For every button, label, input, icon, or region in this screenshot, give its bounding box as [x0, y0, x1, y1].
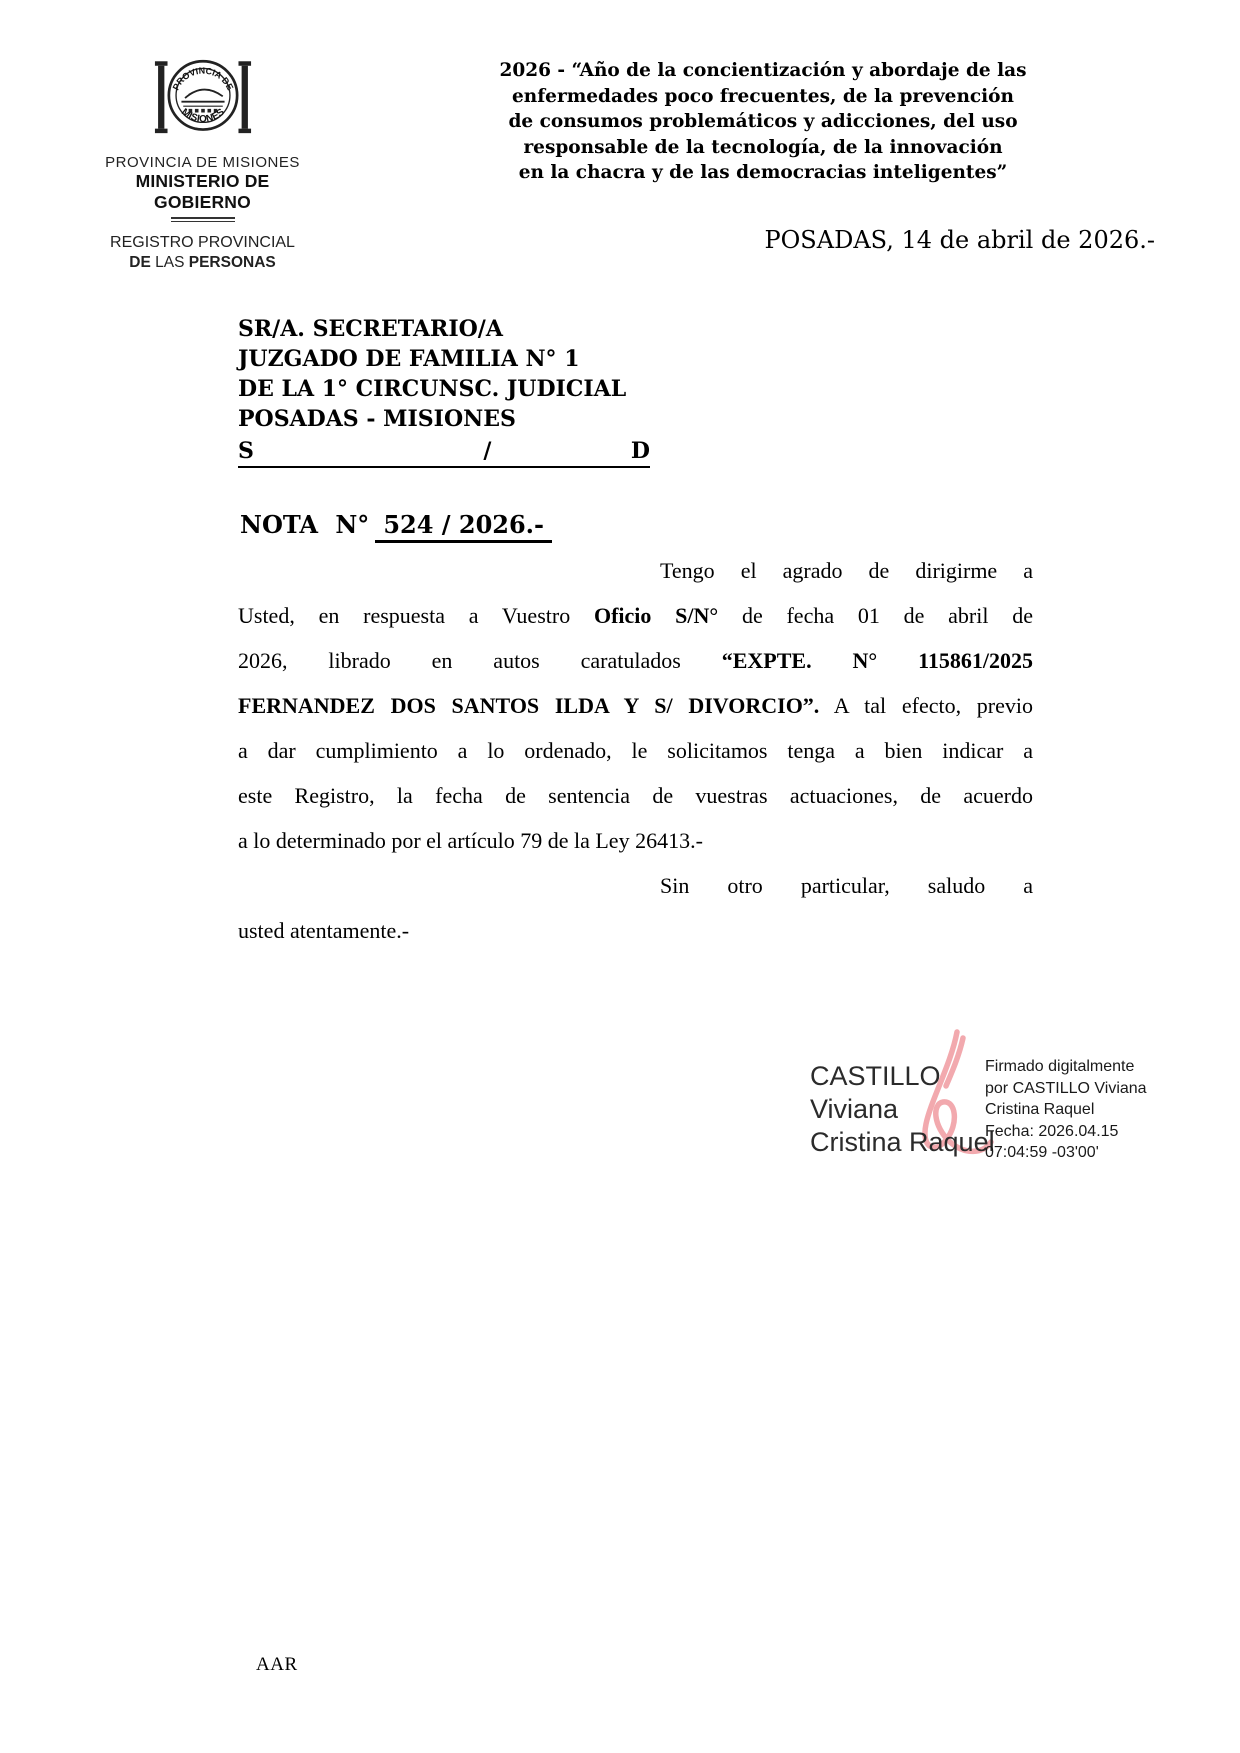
- body-line: Tengo el agrado de dirigirme a: [660, 558, 1033, 583]
- letterhead-logo-block: [85, 46, 320, 272]
- body-line: a dar cumplimiento a lo ordenado, le solicitamos tenga a bien indicar a: [238, 738, 1033, 763]
- signature-details-line: Cristina Raquel: [985, 1101, 1095, 1118]
- signature-name: [810, 1060, 1000, 1159]
- salutation-slash: /: [483, 438, 492, 464]
- signature-details-line: por CASTILLO Viviana: [985, 1079, 1147, 1097]
- signature-name-line: Viviana: [810, 1094, 899, 1124]
- body-line: 2026, librado en autos caratulados “EXPTE. N° 115861/2025: [238, 648, 1033, 673]
- logo-las: LAS: [150, 254, 189, 271]
- slogan-line: de consumos problemáticos y adicciones, del uso: [508, 111, 1018, 132]
- note-number: 524 / 2026.-: [375, 510, 552, 543]
- signature-details-line: Fecha: 2026.04.15: [985, 1122, 1119, 1140]
- body-line: FERNANDEZ DOS SANTOS ILDA Y S/ DIVORCIO”. A tal efecto, previo: [238, 693, 1033, 718]
- salutation-s: S: [238, 438, 254, 464]
- signature-name-line: Cristina Raquel: [810, 1127, 995, 1157]
- logo-de: DE: [129, 254, 151, 271]
- provincia-misiones-seal-icon: [149, 46, 257, 152]
- slogan-line: enfermedades poco frecuentes, de la prevención: [512, 85, 1014, 107]
- signature-details: [985, 1056, 1170, 1164]
- seal-bottom-text: MISIONES: [178, 106, 227, 125]
- salutation-d: D: [630, 438, 650, 464]
- body-line: Usted, en respuesta a Vuestro Oficio S/N° de fecha 01 de abril de: [238, 603, 1033, 628]
- seal-top-text: PROVINCIA DE: [170, 65, 235, 92]
- place-and-date-line: POSADAS, 14 de abril de 2026.-: [764, 226, 1155, 254]
- body-line: Sin otro particular, saludo a: [660, 873, 1033, 898]
- body-line: este Registro, la fecha de sentencia de vuestras actuaciones, de acuerdo: [238, 783, 1033, 808]
- note-label: NOTA N°: [240, 510, 370, 539]
- addressee-line: DE LA 1° CIRCUNSC. JUDICIAL: [238, 376, 627, 402]
- addressee-line: JUZGADO DE FAMILIA N° 1: [238, 346, 580, 372]
- slogan-line: 2026 - “Año de la concientización y abordaje de las: [499, 60, 1027, 81]
- signature-details-line: Firmado digitalmente: [985, 1058, 1135, 1075]
- logo-ministry-name: MINISTERIO DE GOBIERNO: [135, 171, 270, 212]
- body-line: a lo determinado por el artículo 79 de la Ley 26413.-: [238, 828, 703, 853]
- addressee-line: SR/A. SECRETARIO/A: [238, 316, 503, 342]
- footer-initials: AAR: [256, 1654, 298, 1675]
- salutation-s-d-line: [238, 434, 650, 468]
- signature-name-line: CASTILLO: [810, 1061, 941, 1091]
- logo-personas: PERSONAS: [188, 254, 276, 271]
- addressee-block: [238, 314, 658, 468]
- note-number-line: [240, 510, 552, 539]
- slogan-line: responsable de la tecnología, de la innovación: [523, 136, 1003, 158]
- letter-body: [238, 548, 1033, 953]
- signature-details-line: 07:04:59 -03'00': [985, 1144, 1099, 1161]
- addressee-line: POSADAS - MISIONES: [238, 406, 516, 432]
- logo-province-name: PROVINCIA DE MISIONES: [105, 154, 300, 171]
- logo-registry-name-2: [85, 254, 320, 272]
- year-slogan: [478, 58, 1048, 186]
- logo-divider: [171, 217, 235, 222]
- body-line: usted atentamente.-: [238, 918, 410, 943]
- logo-registry-name: REGISTRO PROVINCIAL: [110, 234, 295, 251]
- slogan-line: en la chacra y de las democracias inteligentes”: [518, 162, 1008, 183]
